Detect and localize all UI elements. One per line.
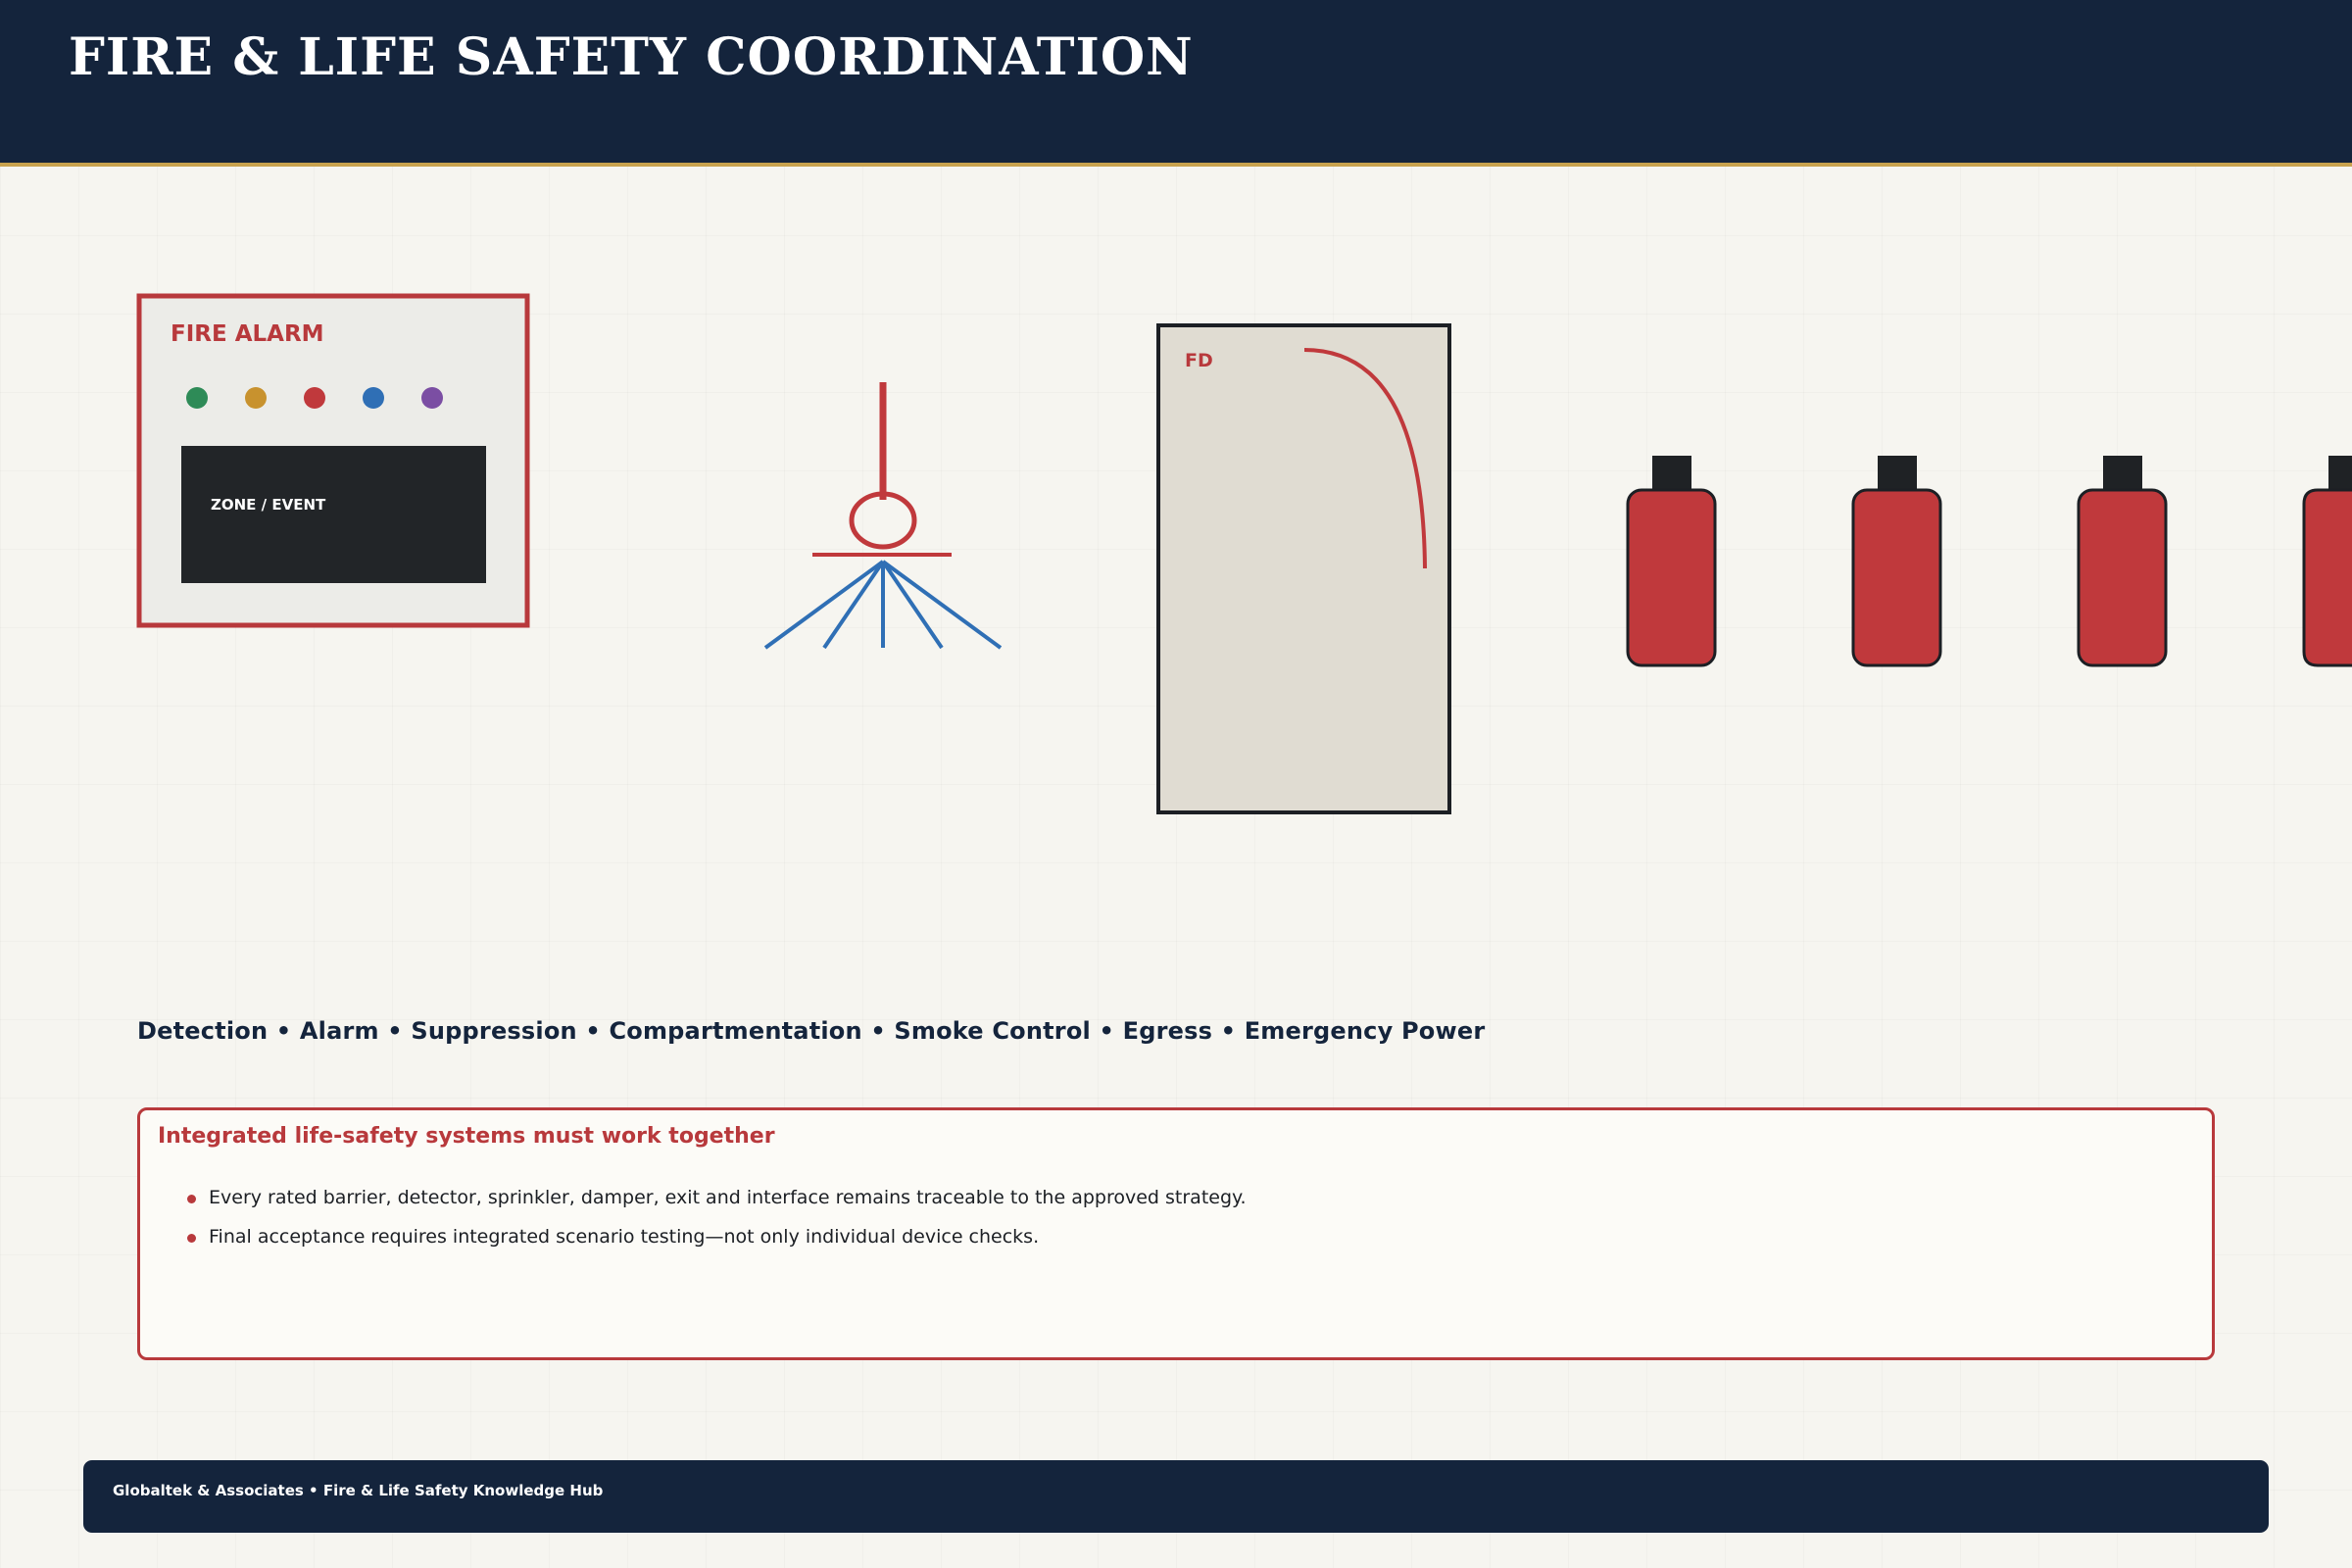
list-item — [187, 1226, 1247, 1265]
indicator-light — [245, 387, 267, 409]
list-item — [187, 1187, 1247, 1226]
systems-summary: Detection • Alarm • Suppression • Compartmentation • Smoke Control • Egress • Emergency Power — [137, 1017, 1486, 1045]
callout-title: Integrated life-safety systems must work together — [158, 1124, 775, 1149]
bullet-icon — [187, 1234, 196, 1243]
page-title: FIRE & LIFE SAFETY COORDINATION — [69, 27, 1194, 87]
fire-door-icon — [1158, 325, 1449, 812]
sprinkler-icon — [765, 382, 1001, 648]
indicator-light — [186, 387, 208, 409]
panel-label: FIRE ALARM — [171, 321, 324, 347]
extinguisher-body — [2304, 490, 2352, 665]
extinguisher-body — [1628, 490, 1715, 665]
indicator-light — [304, 387, 325, 409]
footer-bar — [83, 1460, 2269, 1533]
fire-extinguisher-icon — [2304, 456, 2352, 665]
extinguisher-body — [1853, 490, 1940, 665]
extinguisher-body — [2079, 490, 2166, 665]
list-item-text: Final acceptance requires integrated scenario testing—not only individual device checks. — [209, 1226, 1040, 1248]
water-spray — [765, 562, 1001, 648]
indicator-light — [363, 387, 384, 409]
sprinkler-bulb — [852, 494, 914, 547]
callout-list — [187, 1187, 1247, 1265]
door-panel — [1158, 325, 1449, 812]
indicator-light — [421, 387, 443, 409]
fire-extinguisher-icon — [1628, 456, 1715, 665]
list-item-text: Every rated barrier, detector, sprinkler, damper, exit and interface remains traceable to the approved strategy. — [209, 1187, 1247, 1208]
callout-box — [137, 1107, 2215, 1360]
fire-extinguisher-icon — [2079, 456, 2166, 665]
door-label: FD — [1185, 350, 1213, 371]
footer-text: Globaltek & Associates • Fire & Life Safety Knowledge Hub — [113, 1482, 604, 1499]
bullet-icon — [187, 1195, 196, 1203]
fire-extinguisher-icon — [1853, 456, 1940, 665]
fire-alarm-panel-icon — [139, 296, 527, 625]
panel-display — [181, 446, 486, 583]
panel-display-text: ZONE / EVENT — [211, 496, 326, 514]
